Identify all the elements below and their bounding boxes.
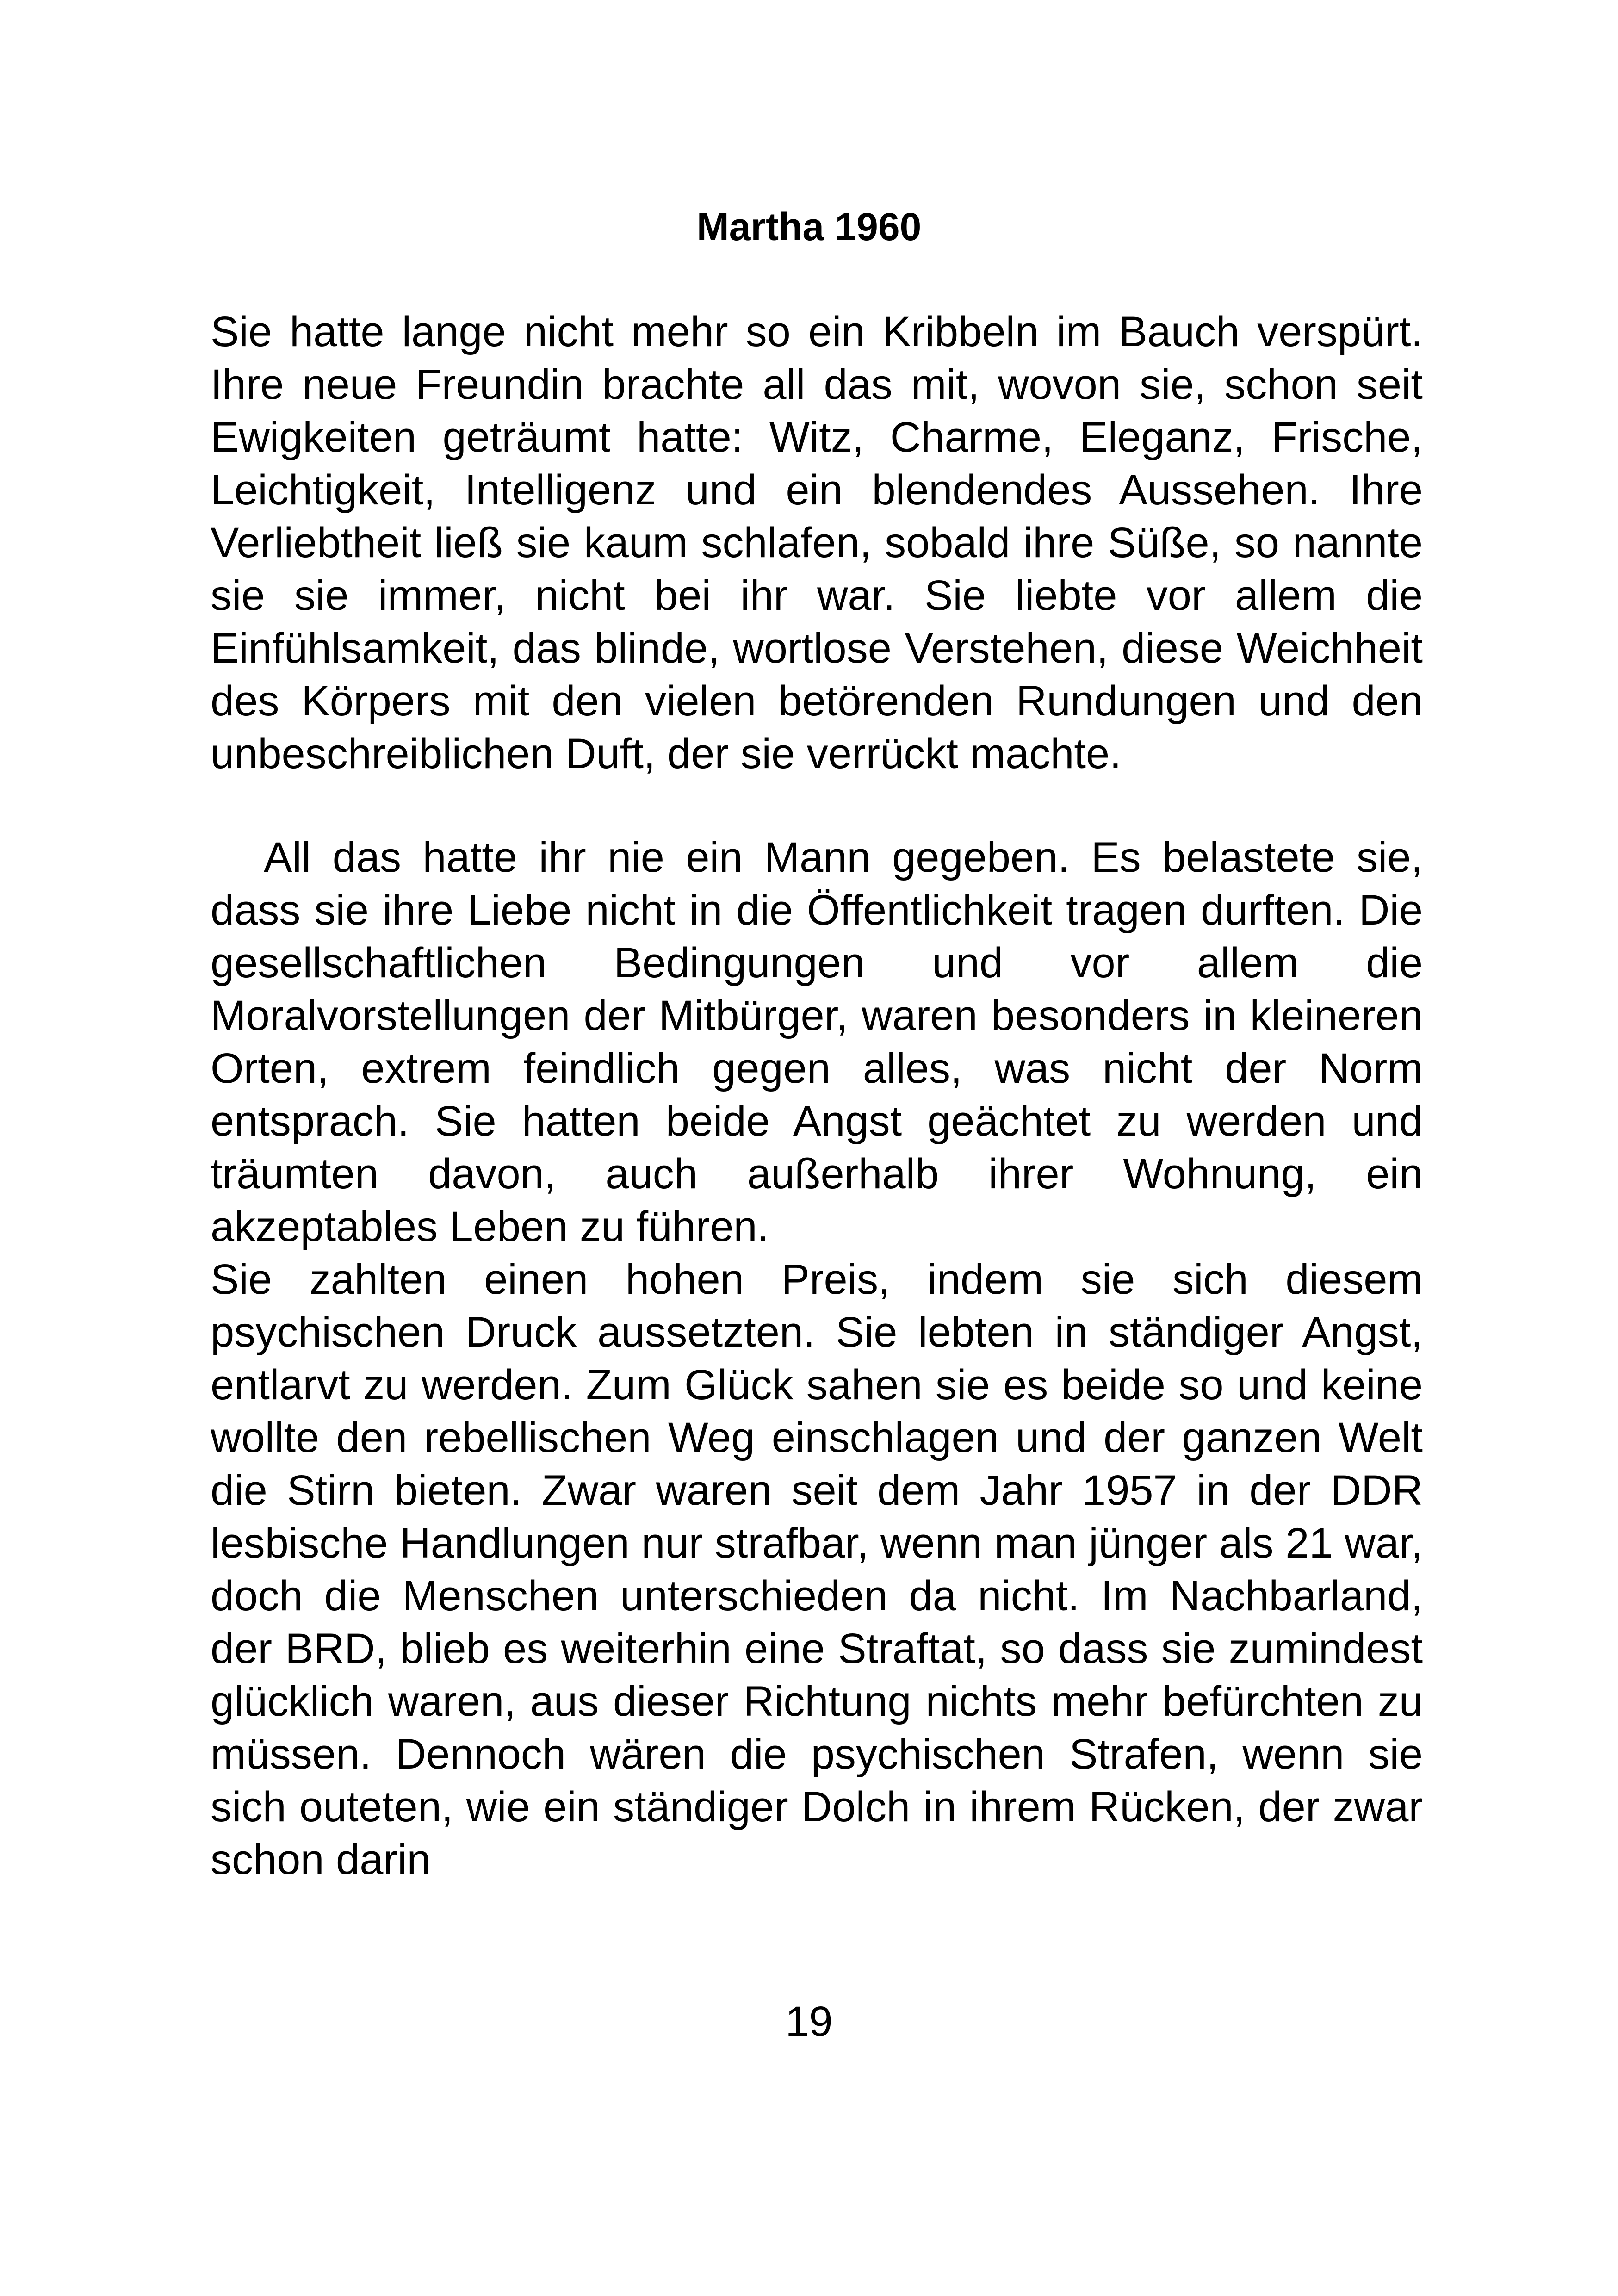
body-text	[211, 305, 1423, 1886]
chapter-title: Martha 1960	[696, 205, 922, 248]
page-number: 19	[785, 1998, 833, 2045]
paragraph-3: Sie zahlten einen hohen Preis, indem sie sich diesem psychischen Druck aussetzten. Sie lebten in ständiger Angst, entlarvt zu werden. Zum Glück sahen sie es beide so und keine wollte den rebellischen Weg einschlagen und der ganzen Welt die Stirn bieten. Zwar waren seit dem Jahr 1957 in der DDR lesbische Handlungen nur strafbar, wenn man jünger als 21 war, doch die Menschen unterschieden da nicht. Im Nachbarland, der BRD, blieb es weiterhin eine Straftat, so dass sie zumindest glücklich waren, aus dieser Richtung nichts mehr befürchten zu müssen. Dennoch wären die psychischen Strafen, wenn sie sich outeten, wie ein ständiger Dolch in ihrem Rücken, der zwar schon darin	[211, 1256, 1423, 1883]
paragraph-2: All das hatte ihr nie ein Mann gegeben. Es belastete sie, dass sie ihre Liebe nicht in die Öffentlichkeit tragen durften. Die gesellschaftlichen Bedingungen und vor allem die Moralvorstellungen der Mitbürger, waren besonders in kleineren Orten, extrem feindlich gegen alles, was nicht der Norm entsprach. Sie hatten beide Angst geächtet zu werden und träumten davon, auch außerhalb ihrer Wohnung, ein akzeptables Leben zu führen.	[211, 834, 1423, 1250]
paragraph-1: Sie hatte lange nicht mehr so ein Kribbeln im Bauch verspürt. Ihre neue Freundin brachte all das mit, wovon sie, schon seit Ewigkeiten geträumt hatte: Witz, Charme, Eleganz, Frische, Leichtigkeit, Intelligenz und ein blendendes Aussehen. Ihre Verliebtheit ließ sie kaum schlafen, sobald ihre Süße, so nannte sie sie immer, nicht bei ihr war. Sie liebte vor allem die Einfühlsamkeit, das blinde, wortlose Verstehen, diese Weichheit des Körpers mit den vielen betörenden Rundungen und den unbeschreiblichen Duft, der sie verrückt machte.	[211, 308, 1423, 777]
